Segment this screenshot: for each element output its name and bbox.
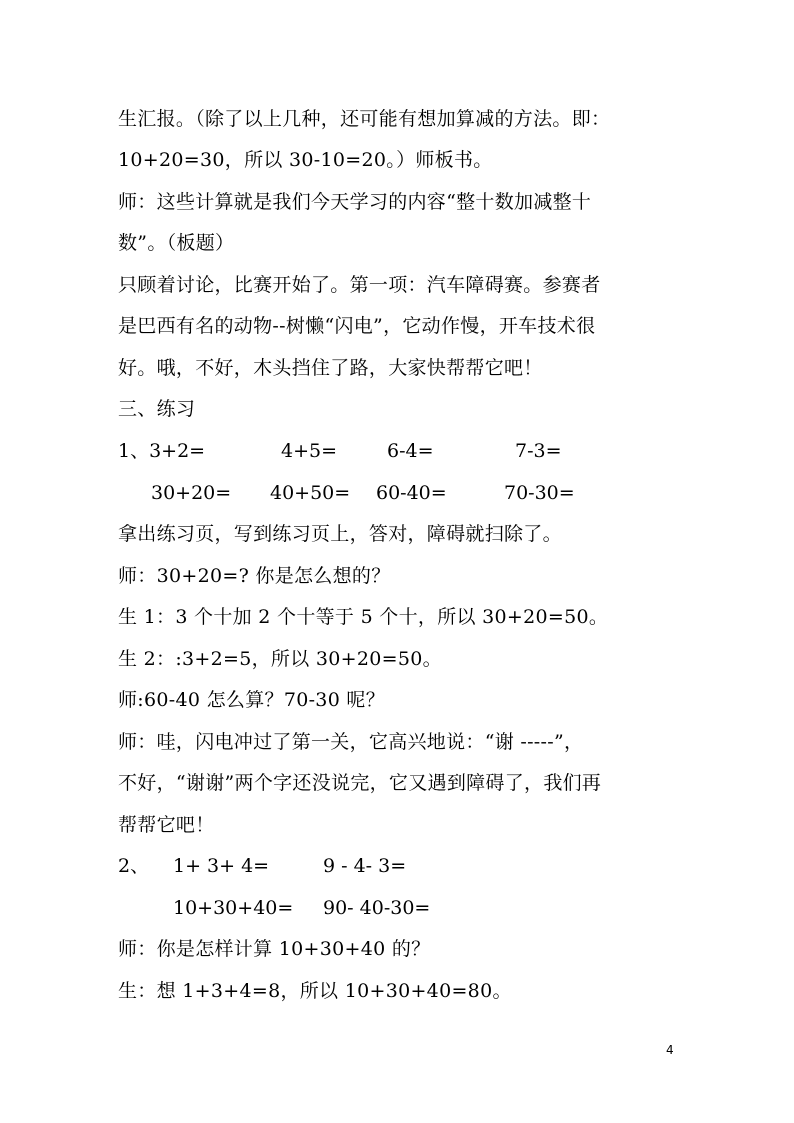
paragraph-line: 拿出练习页，写到练习页上，答对，障碍就扫除了。 bbox=[118, 523, 562, 545]
paragraph-line: 师：这些计算就是我们今天学习的内容“整十数加减整十 bbox=[118, 191, 592, 213]
paragraph-line: 不好，“谢谢”两个字还没说完，它又遇到障碍了，我们再 bbox=[118, 772, 602, 794]
exercise-1-item: 1、3+2= bbox=[118, 440, 206, 462]
exercise-2-item: 9 - 4- 3= bbox=[323, 855, 407, 877]
paragraph-line: 生 1：3 个十加 2 个十等于 5 个十，所以 30+20=50。 bbox=[118, 606, 609, 628]
exercise-2-item: 1+ 3+ 4= bbox=[173, 855, 270, 877]
exercise-2-item: 10+30+40= bbox=[173, 897, 294, 919]
paragraph-line: 师：30+20=? 你是怎么想的？ bbox=[118, 565, 391, 587]
paragraph-line: 帮帮它吧！ bbox=[118, 814, 215, 836]
paragraph-line: 10+20=30，所以 30-10=20。）师板书。 bbox=[118, 149, 493, 171]
page-number: 4 bbox=[666, 1043, 674, 1057]
paragraph-line: 师:60-40 怎么算？70-30 呢？ bbox=[118, 689, 386, 711]
paragraph-line: 生：想 1+3+4=8，所以 10+30+40=80。 bbox=[118, 980, 512, 1002]
exercise-1-item: 40+50= bbox=[270, 482, 351, 504]
paragraph-line: 生 2：:3+2=5，所以 30+20=50。 bbox=[118, 648, 442, 670]
exercise-1-item: 7-3= bbox=[515, 440, 562, 462]
paragraph-line: 数”。（板题） bbox=[118, 232, 235, 254]
section-heading: 三、练习 bbox=[118, 398, 196, 420]
exercise-1-item: 4+5= bbox=[281, 440, 338, 462]
paragraph-line: 是巴西有名的动物--树懒“闪电”，它动作慢，开车技术很 bbox=[118, 315, 596, 337]
exercise-1-item: 30+20= bbox=[151, 482, 232, 504]
paragraph-line: 师：哇，闪电冲过了第一关，它高兴地说：“谢 -----”， bbox=[118, 731, 584, 753]
paragraph-line: 生汇报。（除了以上几种，还可能有想加算减的方法。即： bbox=[118, 108, 611, 130]
exercise-1-item: 70-30= bbox=[504, 482, 575, 504]
paragraph-line: 只顾着讨论，比赛开始了。第一项：汽车障碍赛。参赛者 bbox=[118, 274, 601, 296]
exercise-1-item: 60-40= bbox=[376, 482, 447, 504]
exercise-2-label: 2、 bbox=[118, 855, 150, 877]
exercise-1-item: 6-4= bbox=[387, 440, 434, 462]
paragraph-line: 好。哦，不好，木头挡住了路，大家快帮帮它吧！ bbox=[118, 357, 543, 379]
paragraph-line: 师：你是怎样计算 10+30+40 的？ bbox=[118, 938, 431, 960]
exercise-2-item: 90- 40-30= bbox=[323, 897, 431, 919]
